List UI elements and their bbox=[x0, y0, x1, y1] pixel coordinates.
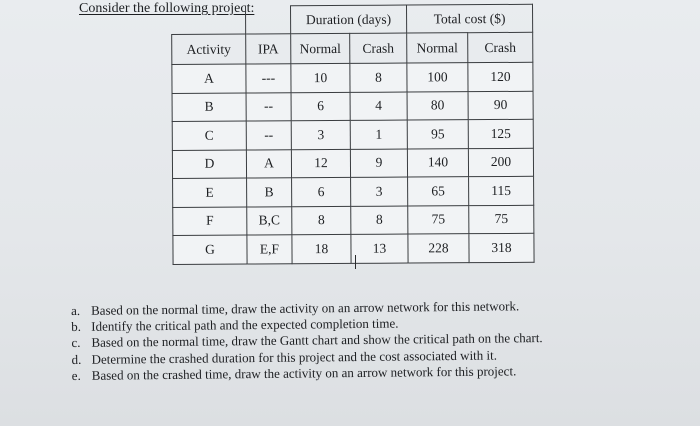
blank-cell bbox=[172, 6, 246, 34]
question-text: Based on the crashed time, draw the activity on an arrow network for this project. bbox=[91, 363, 517, 383]
question-label: d. bbox=[71, 351, 82, 367]
column-header-ipa: IPA bbox=[246, 34, 291, 64]
question-text: Identify the critical path and the expected completion time. bbox=[91, 315, 399, 334]
table-group-header-row bbox=[172, 4, 533, 34]
table-row bbox=[173, 233, 534, 264]
table-row bbox=[172, 91, 533, 122]
question-text: Based on the normal time, draw the activity on an arrow network for this network. bbox=[90, 298, 520, 318]
cost-group-header: Total cost ($) bbox=[406, 4, 532, 33]
cell-crash-cost: 120 bbox=[468, 62, 533, 91]
question-label: a. bbox=[71, 302, 81, 318]
column-header-activity: Activity bbox=[172, 34, 246, 64]
cell-crash-cost: 200 bbox=[468, 148, 533, 177]
cell-crash-duration: 4 bbox=[350, 92, 407, 121]
cell-normal-duration: 12 bbox=[291, 149, 350, 178]
cell-ipa: -- bbox=[246, 121, 291, 150]
column-header-normal-duration: Normal bbox=[291, 33, 350, 63]
cell-crash-duration: 9 bbox=[350, 149, 407, 178]
cell-normal-cost: 75 bbox=[408, 205, 469, 234]
table-row bbox=[172, 119, 533, 150]
cell-crash-cost: 318 bbox=[469, 233, 534, 262]
cell-ipa: --- bbox=[246, 64, 291, 93]
cell-ipa: A bbox=[246, 149, 291, 178]
cell-ipa: B,C bbox=[247, 206, 292, 235]
cell-normal-duration: 10 bbox=[291, 63, 350, 92]
cell-normal-cost: 228 bbox=[408, 234, 469, 263]
question-list bbox=[71, 298, 543, 384]
blank-cell bbox=[246, 6, 291, 34]
cell-normal-duration: 8 bbox=[292, 206, 351, 235]
cell-activity: E bbox=[173, 178, 247, 207]
cell-normal-duration: 6 bbox=[291, 92, 350, 121]
cell-activity: F bbox=[173, 207, 247, 236]
cell-crash-duration: 1 bbox=[350, 120, 407, 149]
question-label: e. bbox=[71, 367, 81, 383]
cell-crash-duration: 8 bbox=[351, 206, 408, 235]
cell-normal-duration: 6 bbox=[292, 177, 351, 206]
column-header-crash-cost: Crash bbox=[468, 32, 533, 62]
cell-crash-duration: 3 bbox=[351, 177, 408, 206]
duration-group-header: Duration (days) bbox=[291, 5, 407, 34]
cell-crash-cost: 115 bbox=[469, 176, 534, 205]
cell-normal-cost: 65 bbox=[408, 177, 469, 206]
table-row bbox=[172, 62, 533, 93]
cell-normal-cost: 140 bbox=[407, 148, 468, 177]
cell-normal-duration: 3 bbox=[291, 120, 350, 149]
cell-ipa: B bbox=[247, 178, 292, 207]
cell-crash-cost: 125 bbox=[468, 119, 533, 148]
column-header-normal-cost: Normal bbox=[407, 33, 468, 63]
cell-activity: A bbox=[172, 64, 246, 93]
cell-crash-cost: 75 bbox=[469, 205, 534, 234]
cell-ipa: -- bbox=[246, 92, 291, 121]
table-row bbox=[173, 176, 534, 207]
project-table bbox=[171, 4, 535, 265]
column-header-crash-duration: Crash bbox=[350, 33, 407, 63]
pen-mark bbox=[355, 255, 356, 269]
table-column-header-row bbox=[172, 32, 533, 64]
cell-crash-duration: 8 bbox=[350, 63, 407, 92]
cell-activity: D bbox=[172, 150, 246, 179]
cell-normal-duration: 18 bbox=[292, 234, 351, 263]
table-row bbox=[173, 205, 534, 236]
cell-activity: G bbox=[173, 235, 247, 264]
cell-activity: B bbox=[172, 93, 246, 122]
question-label: b. bbox=[71, 319, 82, 335]
table-row bbox=[172, 148, 533, 179]
question-text: Based on the normal time, draw the Gantt chart and show the critical path on the chart. bbox=[91, 330, 543, 351]
cell-crash-duration: 13 bbox=[351, 234, 408, 263]
question-text: Determine the crashed duration for this project and the cost associated with it. bbox=[91, 347, 498, 367]
cell-activity: C bbox=[172, 121, 246, 150]
cell-normal-cost: 80 bbox=[407, 91, 468, 120]
question-label: c. bbox=[71, 335, 81, 351]
cell-ipa: E,F bbox=[247, 235, 292, 264]
cell-normal-cost: 95 bbox=[407, 120, 468, 149]
cell-crash-cost: 90 bbox=[468, 91, 533, 120]
cell-normal-cost: 100 bbox=[407, 63, 468, 92]
page-title: Consider the following project: bbox=[79, 1, 255, 16]
